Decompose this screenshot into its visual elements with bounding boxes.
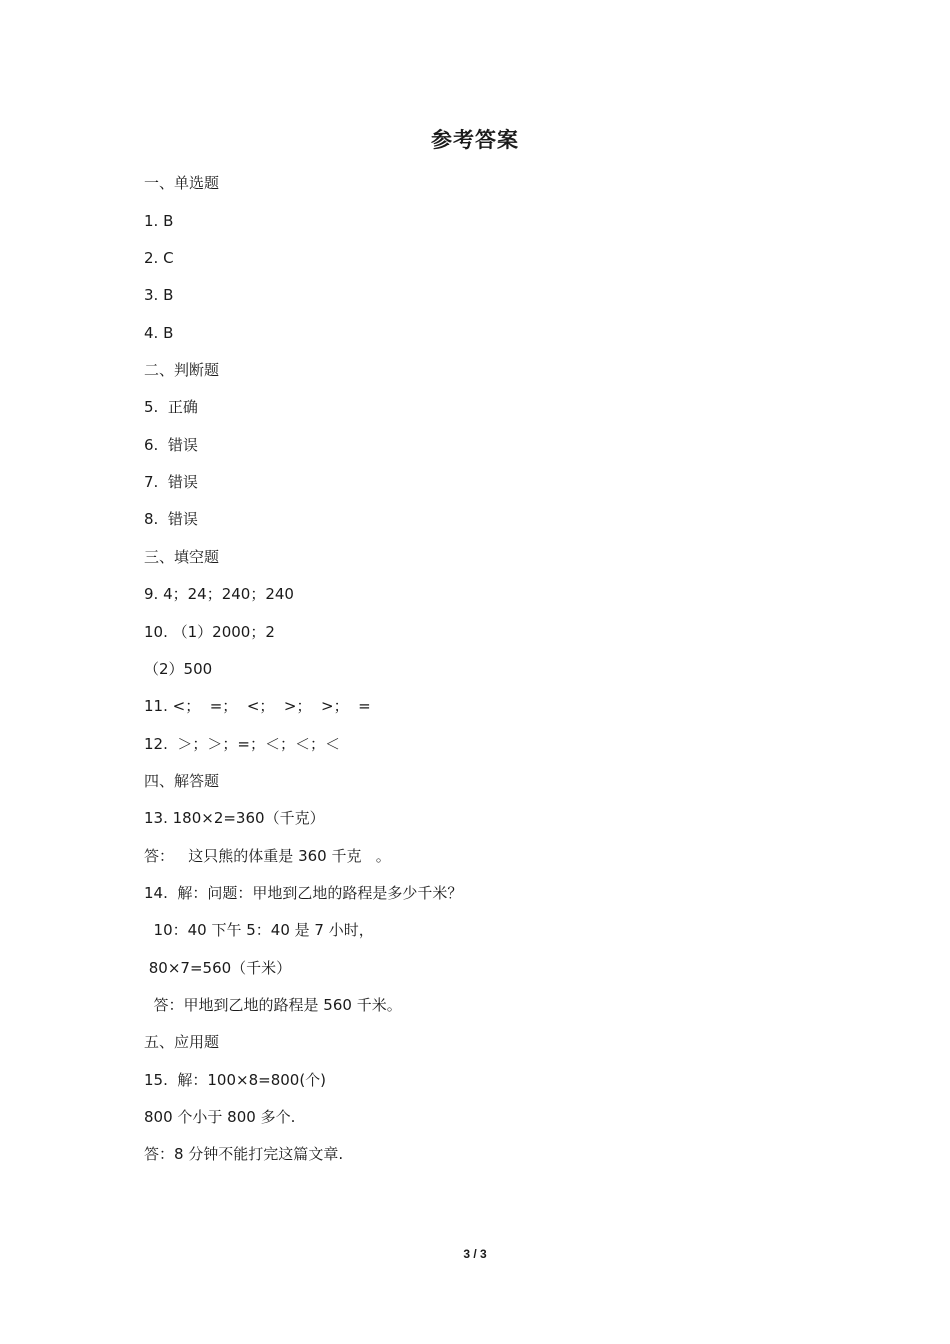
answer-line-4: 4. B <box>144 324 174 342</box>
answer-line-5: 5. 正确 <box>144 398 198 416</box>
answer-line-7: 7. 错误 <box>144 473 198 491</box>
section-heading-solve: 四、解答题 <box>144 772 220 790</box>
page-title: 参考答案 <box>431 128 519 152</box>
answer-line-14-step-2: 80×7=560（千米） <box>144 959 292 977</box>
section-heading-single-choice: 一、单选题 <box>144 174 220 192</box>
answer-line-14: 14. 解：问题：甲地到乙地的路程是多少千米？ <box>144 884 463 902</box>
answer-line-2: 2. C <box>144 249 174 267</box>
section-heading-application: 五、应用题 <box>144 1033 220 1051</box>
answer-line-9: 9. 4；24；240；240 <box>144 585 294 603</box>
section-heading-true-false: 二、判断题 <box>144 361 220 379</box>
answer-line-10-part-2: （2）500 <box>144 660 213 678</box>
answer-line-12: 12. ＞；＞；=；＜；＜；＜ <box>144 735 340 753</box>
answer-line-6: 6. 错误 <box>144 436 198 454</box>
answer-line-14-step-1: 10：40 下午 5：40 是 7 小时， <box>144 921 374 939</box>
section-heading-fill-blank: 三、填空题 <box>144 548 220 566</box>
answer-line-14-reply: 答：甲地到乙地的路程是 560 千米。 <box>144 996 402 1014</box>
answer-line-1: 1. B <box>144 212 174 230</box>
answer-line-3: 3. B <box>144 286 174 304</box>
answer-line-8: 8. 错误 <box>144 510 198 528</box>
page-number: 3 / 3 <box>463 1247 487 1261</box>
answer-line-15-step: 800 个小于 800 多个. <box>144 1108 296 1126</box>
answer-line-10: 10. （1）2000；2 <box>144 623 275 641</box>
answer-line-15-reply: 答：8 分钟不能打完这篇文章. <box>144 1145 344 1163</box>
answer-line-13: 13. 180×2=360（千克） <box>144 809 325 827</box>
answer-line-13-reply: 答： 这只熊的体重是 360 千克 。 <box>144 847 391 865</box>
answer-line-11: 11. <； =； <； >； >； = <box>144 697 371 715</box>
answer-line-15: 15. 解：100×8=800(个) <box>144 1071 327 1089</box>
